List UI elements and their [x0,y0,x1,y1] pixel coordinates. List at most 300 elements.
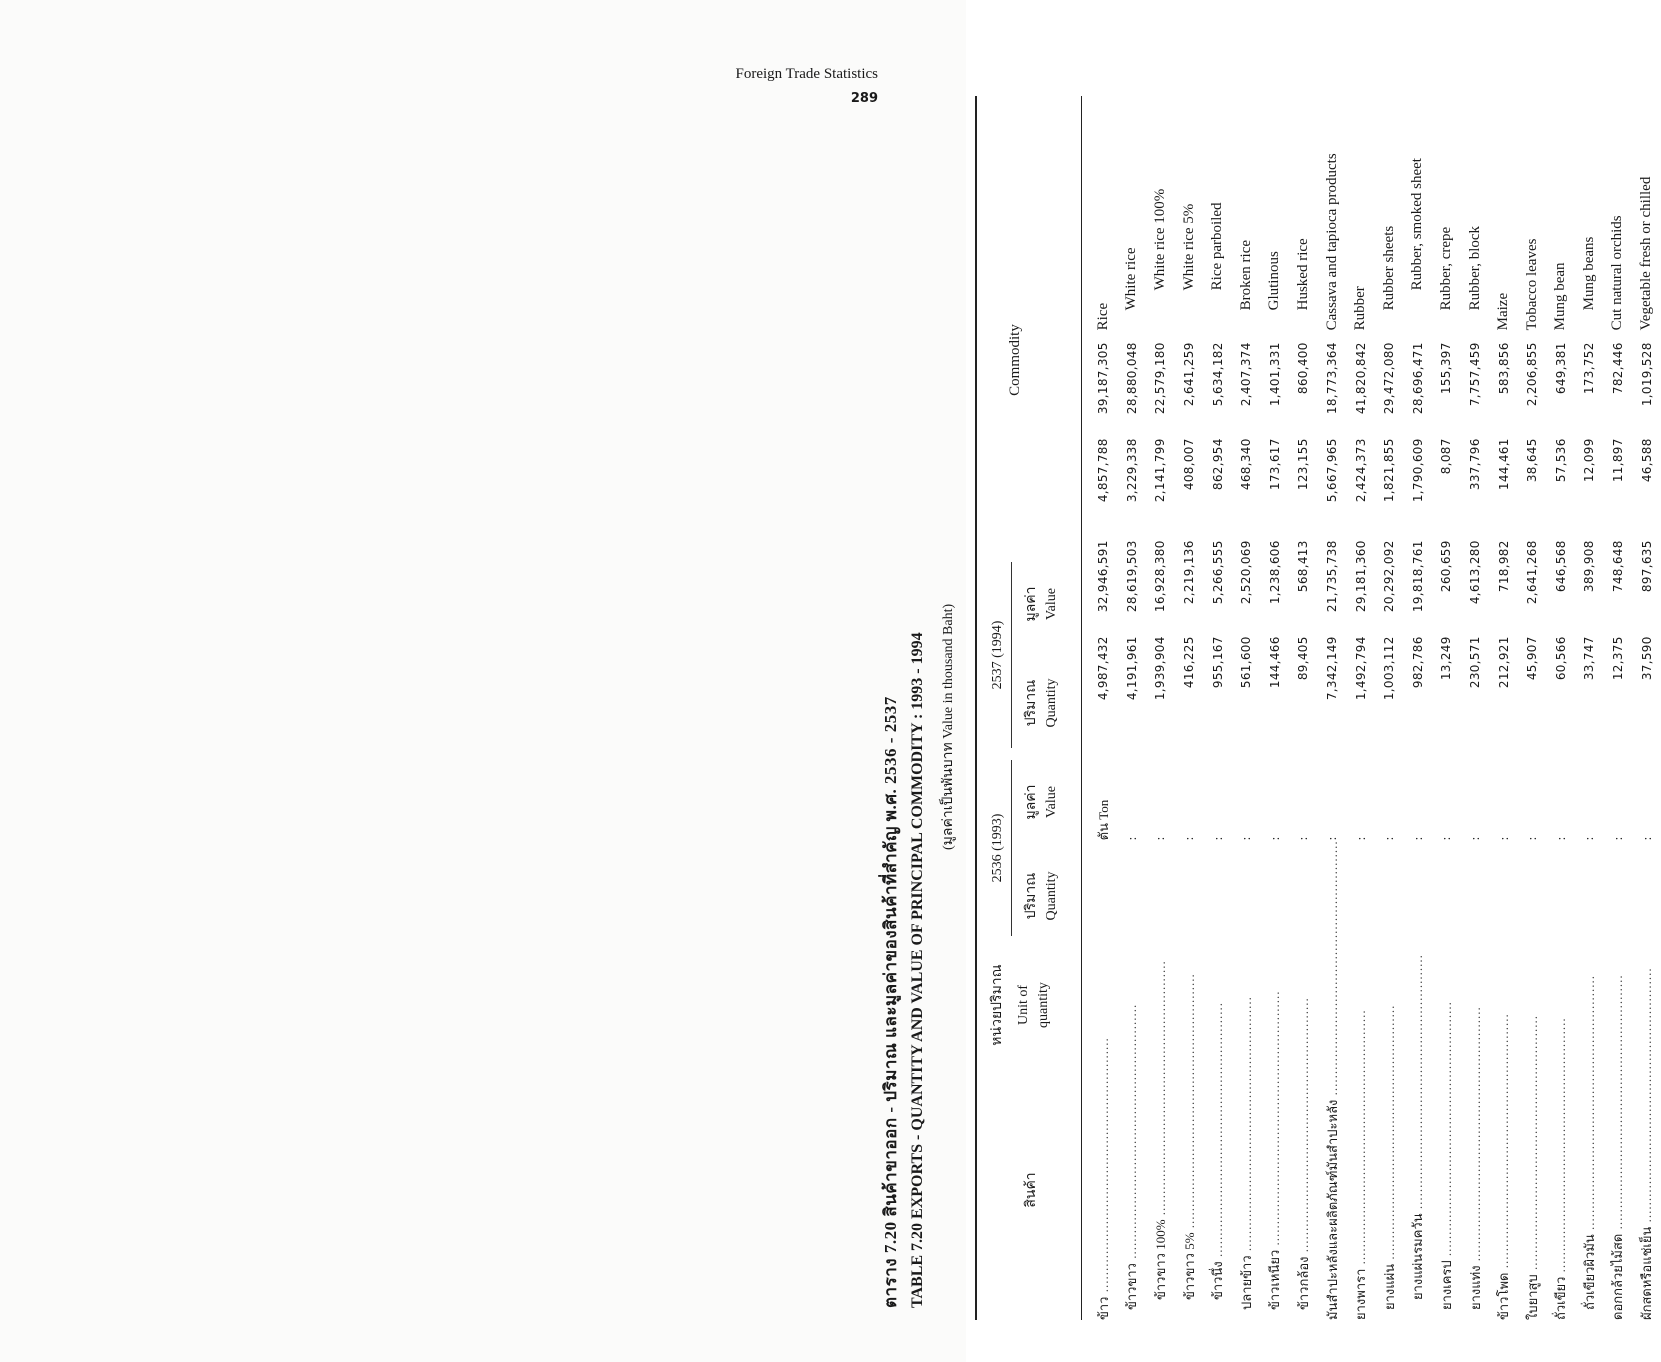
unit-cell [1375,728,1404,840]
value-1994-cell [1432,342,1461,438]
top-rule [975,96,977,1320]
quantity-1993-cell-text: 561,600 [1239,636,1254,689]
value-1993-cell-text: 28,619,503 [1124,540,1139,613]
quantity-1994-cell-text: 468,340 [1239,438,1254,491]
commodity-english-cell-text: Rubber sheets [1380,225,1397,311]
quantity-1994-cell [1489,438,1518,540]
leader-dots: ............................................................ [1181,973,1197,1233]
unit-cell [1632,728,1661,840]
col-header-val-1994-en: Value [1044,588,1059,620]
unit-cell [1232,728,1261,840]
value-1993-cell [1547,540,1576,636]
quantity-1994-cell [1232,438,1261,540]
table-row [1575,96,1604,1320]
value-1993-cell-text: 718,982 [1496,540,1511,593]
col-header-commodity-english: Commodity [1007,324,1023,396]
quantity-1994-cell [1203,438,1232,540]
unit-cell [1489,728,1518,840]
unit-cell [1175,728,1204,840]
commodity-thai-cell [1604,840,1633,1320]
table-row [1461,96,1490,1320]
commodity-english-cell-text: Mung beans [1580,236,1597,311]
unit-cell [1432,728,1461,840]
commodity-thai-cell-text: ข้าวขาว 5% [1181,1232,1197,1300]
quantity-1993-cell [1318,636,1347,728]
quantity-1993-cell [1203,636,1232,728]
value-1994-cell [1404,342,1433,438]
value-1994-cell-text: 28,696,471 [1410,342,1425,415]
value-1994-cell-text: 18,773,364 [1325,342,1340,415]
exports-table [1089,96,1661,1320]
quantity-1994-cell-text: 1,821,855 [1382,438,1397,503]
table-row [1146,96,1175,1320]
value-1993-cell-text: 568,413 [1296,540,1311,593]
commodity-english-cell-text: Rubber, crepe [1437,226,1454,311]
unit-cell-text: : [1123,836,1139,841]
unit-cell-text: : [1266,836,1282,841]
quantity-1994-cell [1518,438,1547,540]
commodity-english-cell-text: Maize [1495,292,1512,331]
commodity-thai-cell [1118,840,1147,1320]
commodity-english-cell [1289,96,1318,342]
leader-dots: ............................................................ [1467,1006,1483,1266]
quantity-1993-cell [1404,636,1433,728]
unit-cell-text: : [1209,836,1225,841]
unit-cell-text: : [1352,836,1368,841]
quantity-1994-cell-text: 12,099 [1582,438,1597,483]
table-row [1346,96,1375,1320]
table-row [1547,96,1576,1320]
leader-dots: ............................................................ [1295,997,1311,1257]
quantity-1994-cell [1575,438,1604,540]
commodity-thai-cell [1346,840,1375,1320]
table-row [1175,96,1204,1320]
quantity-1994-cell-text: 8,087 [1439,438,1454,475]
leader-dots: ............................................................ [1353,1009,1369,1269]
commodity-thai-cell [1547,840,1576,1320]
leader-dots: ............................................................ [1639,967,1655,1227]
quantity-1994-cell [1318,438,1347,540]
leader-dots: ............................................................ [1124,1003,1140,1264]
value-1994-cell [1203,342,1232,438]
commodity-english-cell-text: Rubber, block [1466,225,1483,311]
header-rule [1081,96,1082,1320]
value-1993-cell-text: 16,928,380 [1153,540,1168,613]
commodity-english-cell-text: Vegetable fresh or chilled [1638,176,1655,331]
quantity-1993-cell [1547,636,1576,728]
commodity-thai-cell-text: ข้าวโพด [1496,1272,1512,1320]
quantity-1993-cell-text: 60,566 [1553,636,1568,681]
commodity-english-cell [1261,96,1290,342]
quantity-1994-cell-text: 2,424,373 [1353,438,1368,503]
quantity-1994-cell [1604,438,1633,540]
commodity-english-cell-text: White rice [1123,247,1140,311]
quantity-1993-cell [1289,636,1318,728]
commodity-english-cell-text: Broken rice [1237,239,1254,311]
leader-dots: ............................................................ [1324,840,1340,1100]
quantity-1994-cell-text: 123,155 [1296,438,1311,491]
leader-dots: ............................................................ [1152,960,1168,1220]
unit-cell-text: : [1524,836,1540,841]
value-1993-cell [1489,540,1518,636]
exports-table-body [1089,96,1661,1320]
commodity-thai-cell-text: ถั่วเขียว [1553,1276,1569,1320]
table-row [1118,96,1147,1320]
col-header-qty-1993-en: Quantity [1044,871,1059,921]
table-title-thai: ตาราง 7.20 สินค้าขาออก - ปริมาณ และมูลค่าของสินค้าที่สำคัญ พ.ศ. 2536 - 2537 [881,696,900,1308]
unit-cell [1518,728,1547,840]
commodity-thai-cell-text: ยางเครป [1438,1260,1454,1310]
value-1994-cell [1118,342,1147,438]
commodity-english-cell-text: White rice 100% [1151,188,1168,291]
commodity-thai-cell [1318,840,1347,1320]
unit-cell [1547,728,1576,840]
col-header-val-1993-en: Value [1044,786,1059,818]
value-1993-cell [1375,540,1404,636]
value-1993-cell [1118,540,1147,636]
leader-dots: ............................................................ [1410,954,1426,1214]
commodity-thai-cell [1375,840,1404,1320]
commodity-thai-cell [1489,840,1518,1320]
quantity-1993-cell [1432,636,1461,728]
value-1994-cell [1575,342,1604,438]
value-1994-cell [1146,342,1175,438]
value-1993-cell [1575,540,1604,636]
value-1993-cell [1518,540,1547,636]
unit-cell [1118,728,1147,840]
col-header-commodity-thai: สินค้า [1024,1172,1039,1208]
commodity-english-cell [1575,96,1604,342]
quantity-1993-cell-text: 37,590 [1639,636,1654,681]
quantity-1994-cell-text: 38,645 [1525,438,1540,483]
value-1994-cell-text: 2,641,259 [1182,342,1197,407]
leader-dots: ............................................................ [1210,1002,1226,1262]
commodity-thai-cell [1461,840,1490,1320]
value-1993-cell [1461,540,1490,636]
commodity-english-cell-text: Husked rice [1294,238,1311,311]
commodity-english-cell [1232,96,1261,342]
value-1993-cell-text: 29,181,360 [1353,540,1368,613]
commodity-thai-cell-text: ปลายข้าว [1238,1255,1254,1310]
value-1994-cell-text: 1,019,528 [1639,342,1654,407]
value-1994-cell-text: 173,752 [1582,342,1597,395]
commodity-english-cell [1375,96,1404,342]
unit-cell-text: : [1409,836,1425,841]
value-1994-cell-text: 649,381 [1553,342,1568,395]
unit-cell-text: : [1581,836,1597,841]
quantity-1994-cell-text: 5,667,965 [1325,438,1340,503]
value-1994-cell [1375,342,1404,438]
quantity-1994-cell [1118,438,1147,540]
leader-dots: ............................................................ [1610,974,1626,1234]
commodity-thai-cell [1432,840,1461,1320]
value-1993-cell-text: 389,908 [1582,540,1597,593]
value-1993-cell [1289,540,1318,636]
quantity-1994-cell [1461,438,1490,540]
value-1994-cell-text: 1,401,331 [1267,342,1282,407]
table-subtitle: (มูลค่าเป็นพันบาท Value in thousand Baht) [941,603,956,850]
commodity-thai-cell-text: ข้าวเหนียว [1267,1249,1283,1310]
table-row [1632,96,1661,1320]
commodity-thai-cell [1575,840,1604,1320]
value-1993-cell [1146,540,1175,636]
quantity-1993-cell-text: 4,987,432 [1096,636,1111,701]
col-header-unit-en-1: Unit of [1016,984,1031,1026]
quantity-1993-cell [1232,636,1261,728]
value-1993-cell-text: 2,520,069 [1239,540,1254,605]
table-row [1518,96,1547,1320]
value-1994-cell [1318,342,1347,438]
table-title-english: TABLE 7.20 EXPORTS - QUANTITY AND VALUE OF PRINCIPAL COMMODITY : 1993 - 1994 [909,632,926,1308]
unit-cell-text: : [1438,836,1454,841]
value-1994-cell-text: 41,820,842 [1353,342,1368,415]
value-1993-cell [1261,540,1290,636]
quantity-1994-cell-text: 173,617 [1267,438,1282,491]
commodity-english-cell [1118,96,1147,342]
commodity-thai-cell-text: ยางแผ่นรมควัน [1410,1213,1426,1300]
leader-dots: ............................................................ [1496,1013,1512,1273]
unit-cell [1261,728,1290,840]
value-1994-cell-text: 5,634,182 [1210,342,1225,407]
value-1994-cell-text: 583,856 [1496,342,1511,395]
unit-cell-text: : [1467,836,1483,841]
quantity-1993-cell [1175,636,1204,728]
commodity-english-cell [1518,96,1547,342]
value-1993-cell [1432,540,1461,636]
unit-cell [1289,728,1318,840]
quantity-1993-cell-text: 45,907 [1525,636,1540,681]
col-header-qty-1994-th: ปริมาณ [1024,679,1039,727]
unit-cell-text: ตัน Ton [1095,799,1111,841]
leader-dots: ............................................................ [1581,974,1597,1235]
rotated-table-block [873,96,1653,1320]
unit-cell-text: : [1495,836,1511,841]
value-1993-cell-text: 2,641,268 [1525,540,1540,605]
commodity-thai-cell [1175,840,1204,1320]
value-1993-cell [1404,540,1433,636]
value-1994-cell-text: 39,187,305 [1096,342,1111,415]
value-1993-cell [1203,540,1232,636]
value-1994-cell [1261,342,1290,438]
quantity-1993-cell [1375,636,1404,728]
year-underline-1993 [1011,760,1012,936]
quantity-1993-cell [1489,636,1518,728]
value-1994-cell-text: 782,446 [1610,342,1625,395]
commodity-english-cell-text: White rice 5% [1180,203,1197,291]
quantity-1994-cell [1289,438,1318,540]
value-1993-cell-text: 260,659 [1439,540,1454,593]
value-1993-cell-text: 748,648 [1610,540,1625,593]
commodity-thai-cell-text: ถั่วเขียวผิวมัน [1581,1234,1597,1310]
commodity-thai-cell-text: ยางแผ่น [1381,1263,1397,1310]
unit-cell [1203,728,1232,840]
value-1993-cell [1318,540,1347,636]
commodity-thai-cell-text: ดอกกล้วยไม้สด [1610,1233,1626,1320]
quantity-1993-cell [1518,636,1547,728]
col-header-val-1994-th: มูลค่า [1024,586,1039,622]
unit-cell-text: : [1152,836,1168,841]
commodity-thai-cell-text: ยางแท่ง [1467,1265,1483,1310]
value-1993-cell [1175,540,1204,636]
unit-cell-text: : [1552,836,1568,841]
value-1994-cell [1518,342,1547,438]
unit-cell [1404,728,1433,840]
commodity-english-cell [1175,96,1204,342]
table-row [1404,96,1433,1320]
unit-cell-text: : [1181,836,1197,841]
quantity-1994-cell-text: 11,897 [1610,438,1625,483]
quantity-1994-cell-text: 46,588 [1639,438,1654,483]
quantity-1994-cell [1547,438,1576,540]
value-1994-cell [1289,342,1318,438]
quantity-1994-cell [1175,438,1204,540]
year-header-1993: 2536 (1993) [990,813,1005,883]
commodity-thai-cell-text: ข้าวขาว [1124,1263,1140,1310]
quantity-1994-cell [1632,438,1661,540]
unit-cell-text: : [1638,836,1654,841]
value-1993-cell [1232,540,1261,636]
commodity-english-cell [1089,96,1118,342]
value-1994-cell-text: 2,407,374 [1239,342,1254,407]
value-1994-cell-text: 28,880,048 [1124,342,1139,415]
value-1993-cell-text: 19,818,761 [1410,540,1425,613]
commodity-thai-cell-text: ผักสดหรือแช่เย็น [1639,1226,1655,1320]
unit-cell-text: : [1324,836,1340,841]
quantity-1994-cell-text: 144,461 [1496,438,1511,491]
quantity-1993-cell-text: 212,921 [1496,636,1511,689]
quantity-1993-cell [1118,636,1147,728]
col-header-unit-en-2: quantity [1036,982,1051,1028]
quantity-1993-cell [1461,636,1490,728]
col-header-val-1993-th: มูลค่า [1024,784,1039,820]
quantity-1993-cell [1346,636,1375,728]
quantity-1993-cell [1604,636,1633,728]
value-1993-cell-text: 897,635 [1639,540,1654,593]
table-row [1604,96,1633,1320]
commodity-english-cell [1318,96,1347,342]
leader-dots: ............................................................ [1238,996,1254,1256]
quantity-1994-cell-text: 2,141,799 [1153,438,1168,503]
commodity-english-cell [1489,96,1518,342]
commodity-english-cell-text: Rubber [1352,286,1369,331]
quantity-1994-cell-text: 1,790,609 [1410,438,1425,503]
commodity-thai-cell-text: ข้าวนึ่ง [1210,1261,1226,1300]
value-1993-cell-text: 21,735,738 [1325,540,1340,613]
leader-dots: ............................................................ [1095,1037,1111,1297]
commodity-thai-cell [1261,840,1290,1320]
value-1994-cell-text: 7,757,459 [1468,342,1483,407]
leader-dots: ............................................................ [1267,990,1283,1250]
commodity-thai-cell [1289,840,1318,1320]
quantity-1993-cell-text: 1,003,112 [1382,636,1397,701]
quantity-1993-cell-text: 982,786 [1410,636,1425,689]
commodity-english-cell-text: Cut natural orchids [1609,215,1626,331]
quantity-1993-cell-text: 144,466 [1267,636,1282,689]
commodity-english-cell-text: Glutinous [1266,251,1283,311]
table-row [1318,96,1347,1320]
unit-cell [1146,728,1175,840]
unit-cell [1461,728,1490,840]
leader-dots: ............................................................ [1381,1004,1397,1264]
year-header-1994: 2537 (1994) [990,620,1005,690]
unit-cell [1346,728,1375,840]
commodity-english-cell-text: Mung bean [1552,262,1569,331]
value-1993-cell-text: 32,946,591 [1096,540,1111,613]
commodity-thai-cell [1232,840,1261,1320]
commodity-english-cell [1432,96,1461,342]
commodity-thai-cell [1203,840,1232,1320]
commodity-english-cell [1404,96,1433,342]
quantity-1993-cell-text: 13,249 [1439,636,1454,681]
commodity-english-cell-text: Rice [1094,302,1111,331]
commodity-english-cell-text: Cassava and tapioca products [1323,153,1340,331]
unit-cell [1318,728,1347,840]
quantity-1993-cell [1632,636,1661,728]
value-1993-cell [1346,540,1375,636]
quantity-1993-cell-text: 416,225 [1182,636,1197,689]
quantity-1994-cell [1089,438,1118,540]
table-row [1232,96,1261,1320]
value-1993-cell-text: 2,219,136 [1182,540,1197,605]
table-row [1203,96,1232,1320]
quantity-1994-cell-text: 57,536 [1553,438,1568,483]
table-row [1432,96,1461,1320]
quantity-1993-cell [1146,636,1175,728]
value-1994-cell [1547,342,1576,438]
table-row [1089,96,1118,1320]
unit-cell-text: : [1609,836,1625,841]
value-1994-cell-text: 155,397 [1439,342,1454,395]
quantity-1994-cell [1404,438,1433,540]
commodity-thai-cell [1404,840,1433,1320]
quantity-1993-cell [1089,636,1118,728]
year-underline-1994 [1011,562,1012,748]
table-row [1261,96,1290,1320]
running-header [735,66,878,106]
commodity-english-cell-text: Rice parboiled [1209,202,1226,291]
value-1993-cell [1604,540,1633,636]
quantity-1993-cell [1261,636,1290,728]
value-1993-cell-text: 20,292,092 [1382,540,1397,613]
value-1994-cell [1461,342,1490,438]
quantity-1994-cell [1146,438,1175,540]
commodity-thai-cell-text: ยางพารา [1353,1268,1369,1320]
commodity-english-cell-text: Tobacco leaves [1523,238,1540,331]
quantity-1993-cell-text: 955,167 [1210,636,1225,689]
value-1993-cell [1089,540,1118,636]
quantity-1993-cell-text: 1,939,904 [1153,636,1168,701]
value-1993-cell [1632,540,1661,636]
quantity-1994-cell-text: 862,954 [1210,438,1225,491]
commodity-english-cell [1547,96,1576,342]
quantity-1994-cell [1261,438,1290,540]
leader-dots: ............................................................ [1524,1015,1540,1275]
publication-title: Foreign Trade Statistics [735,66,878,82]
value-1994-cell [1232,342,1261,438]
value-1994-cell-text: 860,400 [1296,342,1311,395]
value-1994-cell-text: 2,206,855 [1525,342,1540,407]
col-header-unit-thai: หน่วยปริมาณ [990,964,1005,1046]
value-1993-cell-text: 646,568 [1553,540,1568,593]
quantity-1993-cell-text: 89,405 [1296,636,1311,681]
commodity-english-cell [1632,96,1661,342]
commodity-english-cell [1146,96,1175,342]
value-1994-cell-text: 22,579,180 [1153,342,1168,415]
table-row [1375,96,1404,1320]
value-1994-cell [1175,342,1204,438]
value-1994-cell [1346,342,1375,438]
unit-cell-text: : [1381,836,1397,841]
